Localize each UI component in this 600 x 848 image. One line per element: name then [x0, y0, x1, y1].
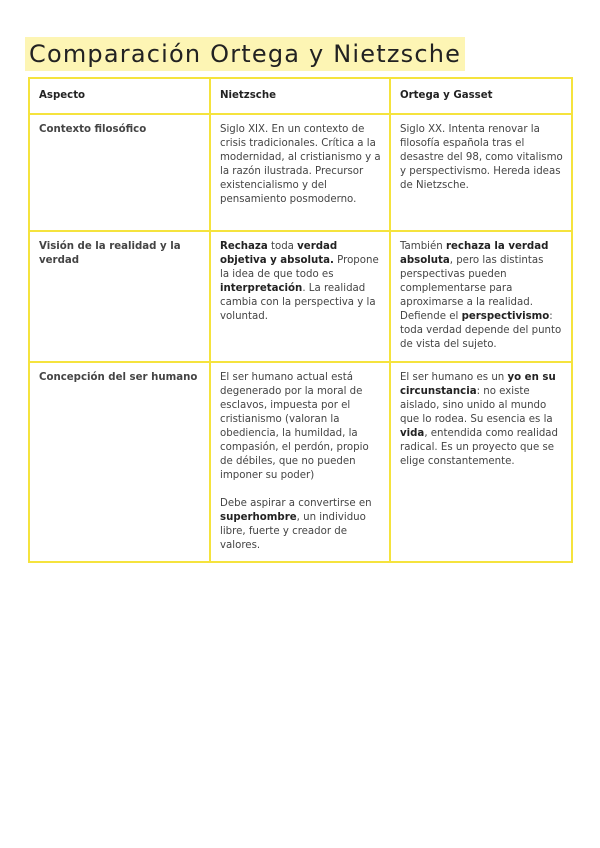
table-header-row: [29, 78, 572, 114]
ortega-cell: [390, 362, 572, 562]
text: toda: [267, 241, 298, 252]
table-row-human: [29, 362, 572, 562]
nietzsche-cell: Siglo XIX. En un contexto de crisis tradicionales. Crítica a la modernidad, al cristianismo y a la razón ilustrada. Precursor existencialismo y del pensamiento posmoderno.: [210, 114, 390, 231]
text: : toda verdad depende del punto de vista del sujeto.: [400, 311, 562, 350]
text: , un individuo libre, fuerte y creador de valores.: [220, 512, 366, 551]
table-row-truth: [29, 231, 572, 362]
header-ortega: Ortega y Gasset: [390, 78, 572, 114]
header-aspect: Aspecto: [29, 78, 210, 114]
table-row-context: [29, 114, 572, 231]
text: El ser humano es un: [400, 372, 508, 383]
header-nietzsche: Nietzsche: [210, 78, 390, 114]
text: Propone la idea de que todo es: [220, 255, 379, 280]
paragraph: [220, 497, 381, 553]
text: Debe aspirar a convertirse en: [220, 498, 372, 509]
aspect-cell: Visión de la realidad y la verdad: [29, 231, 210, 362]
ortega-cell: [390, 231, 572, 362]
text: , entendida como realidad radical. Es un proyecto que se elige constantemente.: [400, 428, 559, 467]
bold-text: Rechaza: [220, 241, 268, 252]
text: : no existe aislado, sino unido al mundo que lo rodea. Su esencia es la: [400, 386, 553, 425]
text: , pero las distintas perspectivas pueden complementarse para aproximarse a la realidad. Defiende el: [400, 255, 544, 322]
bold-text: interpretación: [220, 283, 303, 294]
bold-text: superhombre: [220, 512, 297, 523]
paragraph: El ser humano actual está degenerado por la moral de esclavos, impuesta por el cristianismo (valoran la obediencia, la humildad, la compasión, el perdón, propio de débiles, que no pueden imponer su poder): [220, 372, 369, 481]
bold-text: verdad objetiva y absoluta.: [220, 241, 338, 266]
bold-text: yo en su circunstancia: [400, 372, 556, 397]
nietzsche-cell: [210, 231, 390, 362]
aspect-cell: Concepción del ser humano: [29, 362, 210, 562]
text: También: [400, 241, 446, 252]
comparison-table: [28, 77, 573, 563]
document-title: Comparación Ortega y Nietzsche: [25, 37, 465, 71]
bold-text: perspectivismo: [461, 311, 550, 322]
nietzsche-cell: [210, 362, 390, 562]
aspect-cell: Contexto filosófico: [29, 114, 210, 231]
bold-text: vida: [400, 428, 425, 439]
ortega-cell: Siglo XX. Intenta renovar la filosofía española tras el desastre del 98, como vitalismo y perspectivismo. Hereda ideas de Nietzsche.: [390, 114, 572, 231]
text: . La realidad cambia con la perspectiva y la voluntad.: [220, 283, 376, 322]
bold-text: rechaza la verdad absoluta: [400, 241, 549, 266]
